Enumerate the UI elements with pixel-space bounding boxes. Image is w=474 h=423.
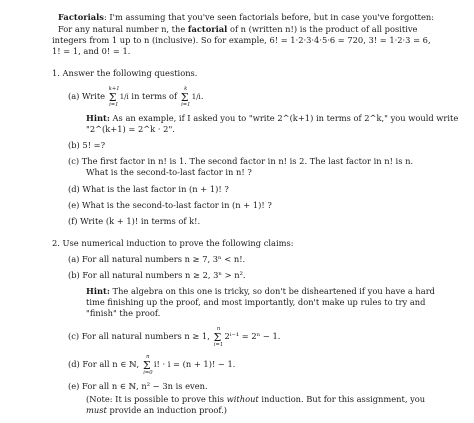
hint-text: As an example, if I asked you to "write 2^(k+1) in terms of 2^k," you would write xyxy=(109,113,459,123)
intro-line-2c: of n (written n!) is the product of all positive xyxy=(227,24,418,34)
sum-lower-limit: i=1 xyxy=(181,102,191,108)
q2-note-line-2 xyxy=(86,405,227,415)
fraction: 1/i xyxy=(119,93,129,101)
sum-upper-limit: n xyxy=(216,326,221,332)
intro-heading-rest: : I'm assuming that you've seen factorials before, but in case you've forgotten: xyxy=(103,12,435,22)
sum-symbol: k+1 Σ i=1 xyxy=(108,86,120,108)
hint-label: Hint: xyxy=(86,286,110,296)
note-text: provide an induction proof.) xyxy=(106,405,228,415)
q2-hint-line-2: time finishing up the proof, and most importantly, don't make up rules to try and xyxy=(86,297,426,307)
note-text: induction. But for this assignment, you xyxy=(258,394,426,404)
q2-hint-line-3: "finish" the proof. xyxy=(86,308,161,318)
sum-lower-limit: i=1 xyxy=(109,102,119,108)
q2-note-line-1 xyxy=(86,394,425,404)
q1-f: (f) Write (k + 1)! in terms of k!. xyxy=(68,216,201,226)
q1-hint-line-1 xyxy=(86,113,458,123)
sum-upper-limit: n xyxy=(146,354,150,360)
note-emphasis-without: without xyxy=(226,394,259,404)
sum-symbol: k Σ i=1 xyxy=(180,86,191,108)
q1-title: 1. Answer the following questions. xyxy=(52,68,198,78)
q1-a-mid: in terms of xyxy=(131,91,178,101)
q2-hint-line-1 xyxy=(86,286,435,296)
q2-title: 2. Use numerical induction to prove the following claims: xyxy=(52,238,294,248)
intro-line-2 xyxy=(58,24,417,34)
sum-lower-limit: i=1 xyxy=(213,342,224,348)
q1-e: (e) What is the second-to-last factor in (n + 1)! ? xyxy=(68,200,272,210)
q1-a xyxy=(68,86,204,108)
q1-a-prefix: (a) Write xyxy=(68,91,106,101)
sum-symbol: n Σ i=0 xyxy=(142,354,153,376)
intro-term-factorial: factorial xyxy=(187,24,228,34)
q2-b: (b) For all natural numbers n ≥ 2, 3ⁿ > n². xyxy=(68,270,246,280)
hint-text: The algebra on this one is tricky, so don't be disheartened if you have a hard xyxy=(109,286,435,296)
q2-c xyxy=(68,326,281,348)
intro-line-4: 1! = 1, and 0! = 1. xyxy=(52,46,131,56)
q2-a: (a) For all natural numbers n ≥ 7, 3ⁿ < n!. xyxy=(68,254,246,264)
q1-c-line-2: What is the second-to-last factor in n! ? xyxy=(86,167,252,177)
fraction: 1/i xyxy=(191,93,201,101)
q2-d-body: i! · i = (n + 1)! − 1. xyxy=(153,359,236,369)
intro-heading: Factorials xyxy=(58,12,104,22)
q2-e: (e) For all n ∈ ℕ, n² − 3n is even. xyxy=(68,381,208,391)
intro-line-2a: For any natural number n, the xyxy=(58,24,188,34)
q2-c-body: 2ⁱ⁻¹ = 2ⁿ − 1. xyxy=(224,331,281,341)
sum-upper-limit: k xyxy=(184,86,188,92)
q1-c-line-1: (c) The first factor in n! is 1. The second factor in n! is 2. The last factor in n! is n. xyxy=(68,156,414,166)
q1-d: (d) What is the last factor in (n + 1)! ? xyxy=(68,184,229,194)
q1-b: (b) 5! =? xyxy=(68,140,106,150)
q2-c-prefix: (c) For all natural numbers n ≥ 1, xyxy=(68,331,210,341)
period: . xyxy=(200,91,204,101)
hint-label: Hint: xyxy=(86,113,110,123)
q1-hint-line-2: "2^(k+1) = 2^k · 2". xyxy=(86,124,175,134)
sum-lower-limit: i=0 xyxy=(143,370,153,376)
note-emphasis-must: must xyxy=(86,405,107,415)
sum-upper-limit: k+1 xyxy=(108,86,120,92)
intro-line-3: integers from 1 up to n (inclusive). So for example, 6! = 1·2·3·4·5·6 = 720, 3! = 1·2·3 = 6, xyxy=(52,35,431,45)
sum-symbol: n Σ i=1 xyxy=(213,326,224,348)
intro-line-1 xyxy=(58,12,434,22)
q2-d-prefix: (d) For all n ∈ ℕ, xyxy=(68,359,140,369)
note-text: (Note: It is possible to prove this xyxy=(86,394,227,404)
q2-d xyxy=(68,354,236,376)
